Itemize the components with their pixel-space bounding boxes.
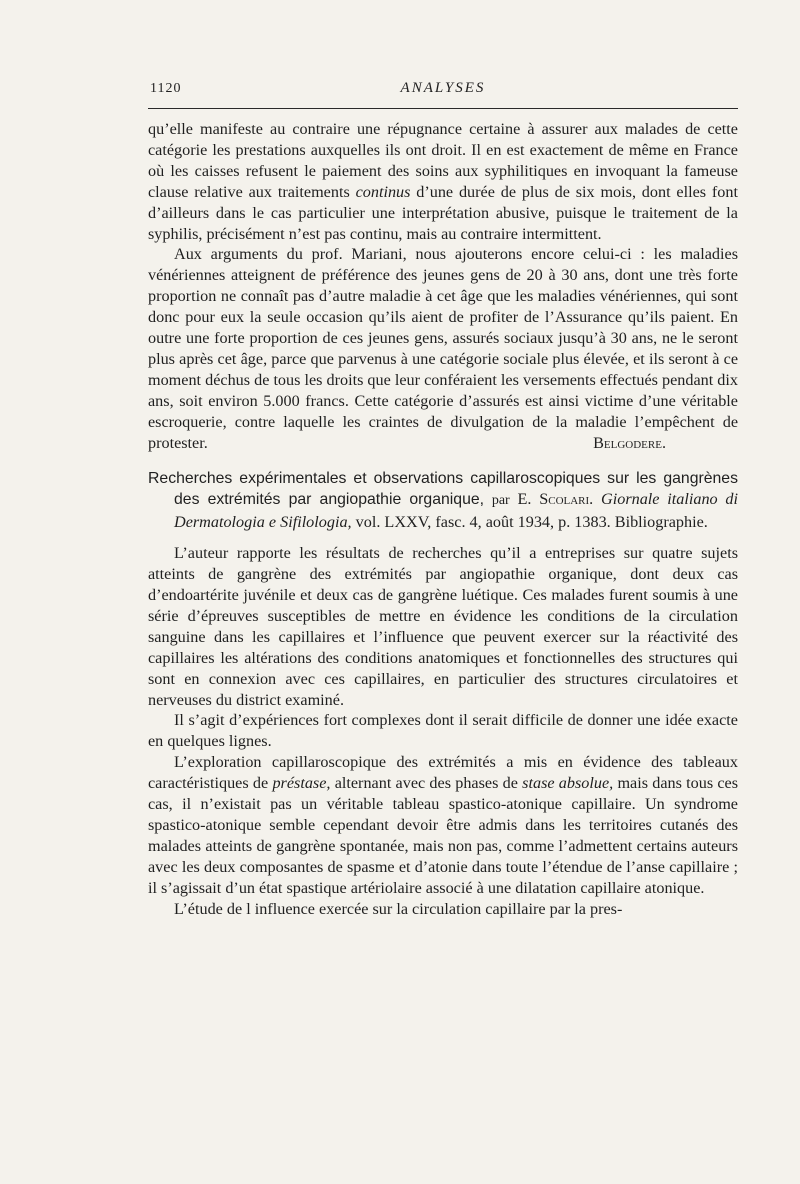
running-title: ANALYSES — [400, 80, 486, 96]
article-title: Recherches expérimentales et observations capillaroscopiques sur les gangrènes des extrémités par angiopathie organique, — [148, 469, 738, 509]
article-heading — [148, 468, 738, 534]
article-par: par — [491, 493, 510, 509]
article-journal: Giornale italiano di Dermatologia e Sifilologia, — [174, 490, 739, 532]
page-header — [148, 78, 738, 102]
signature: Belgodere. — [593, 433, 666, 452]
paragraph-5: L’exploration capillaroscopique des extrémités a mis en évidence des tableaux caractéristiques de préstase, alternant avec des phases de stase absolue, mais dans tous ces cas, il n’existait pas un véritable tableau spastico-atonique capillaire. Un syndrome spastico-atonique semble cependant devoir être admis dans les territoires cutanés des malades atteints de gangrène spontanée, mais non pas, comme l’admettent certains auteurs avec les deux composantes de spasme et d’atonie dans toute l’étendue de l’anse capillaire ; il s’agissait d’un état spastique artériolaire associé à une dilatation capillaire atonique. — [148, 753, 739, 897]
page-number: 1120 — [150, 81, 182, 96]
page — [148, 78, 738, 920]
paragraph-4: Il s’agit d’expériences fort complexes dont il serait difficile de donner une idée exacte en quelques lignes. — [148, 711, 738, 751]
paragraph-6: L’étude de l influence exercée sur la circulation capillaire par la pres- — [174, 899, 623, 918]
paragraph-3: L’auteur rapporte les résultats de recherches qu’il a entreprises sur quatre sujets atteints de gangrène des extrémités par angiopathie organique, dont deux cas d’endoartérite juvénile et deux cas de gangrène luétique. Ces malades furent soumis à une série d’épreuves susceptibles de mettre en évidence les conditions de la circulation sanguine dans les capillaires et l’influence que peuvent exercer sur la réactivité des capillaires les altérations des conditions anatomiques et fonctionnelles des structures qui sont en connexion avec ces capillaires, en particulier des structures circulatoires et nerveuses du district examiné. — [148, 544, 738, 709]
paragraph-2: Aux arguments du prof. Mariani, nous ajouterons encore celui-ci : les maladies vénériennes atteignent de préférence des jeunes gens de 20 à 30 ans, dont une très forte proportion ne connaît pas d’autre maladie à cet âge que les maladies vénériennes, qui sont donc pour eux la seule occasion qu’ils aient de profiter de l’Assurance qu’ils paient. En outre une forte proportion de ces jeunes gens, assurés sociaux jusqu’à 30 ans, ne le seront plus après cet âge, parce que parvenus à une catégorie sociale plus élevée, et ils seront à ce moment déchus de tous les droits que leur conféraient les versements effectués pendant dix ans, soit environ 5.000 francs. Cette catégorie d’assurés est ainsi victime d’une véritable escroquerie, contre laquelle les craintes de divulgation de la maladie l’empêchent de protester. Belgodere. — [148, 245, 738, 452]
header-rule — [148, 108, 738, 109]
paragraph-1: qu’elle manifeste au contraire une répugnance certaine à assurer aux malades de cette catégorie les prestations auxquelles ils ont droit. Il en est exactement de même en France où les caisses refusent le paiement des soins aux syphilitiques en invoquant la fameuse clause relative aux traitements continus d’une durée de plus de six mois, dont elles font d’ailleurs dans le cas particulier une interprétation abusive, puisque le traitement de la syphilis, précisément n’est pas continu, mais au contraire intermittent. — [148, 120, 738, 243]
article-author: E. Scolari. — [517, 490, 594, 509]
article-citation: vol. LXXV, fasc. 4, août 1934, p. 1383. Bibliographie. — [355, 513, 708, 532]
